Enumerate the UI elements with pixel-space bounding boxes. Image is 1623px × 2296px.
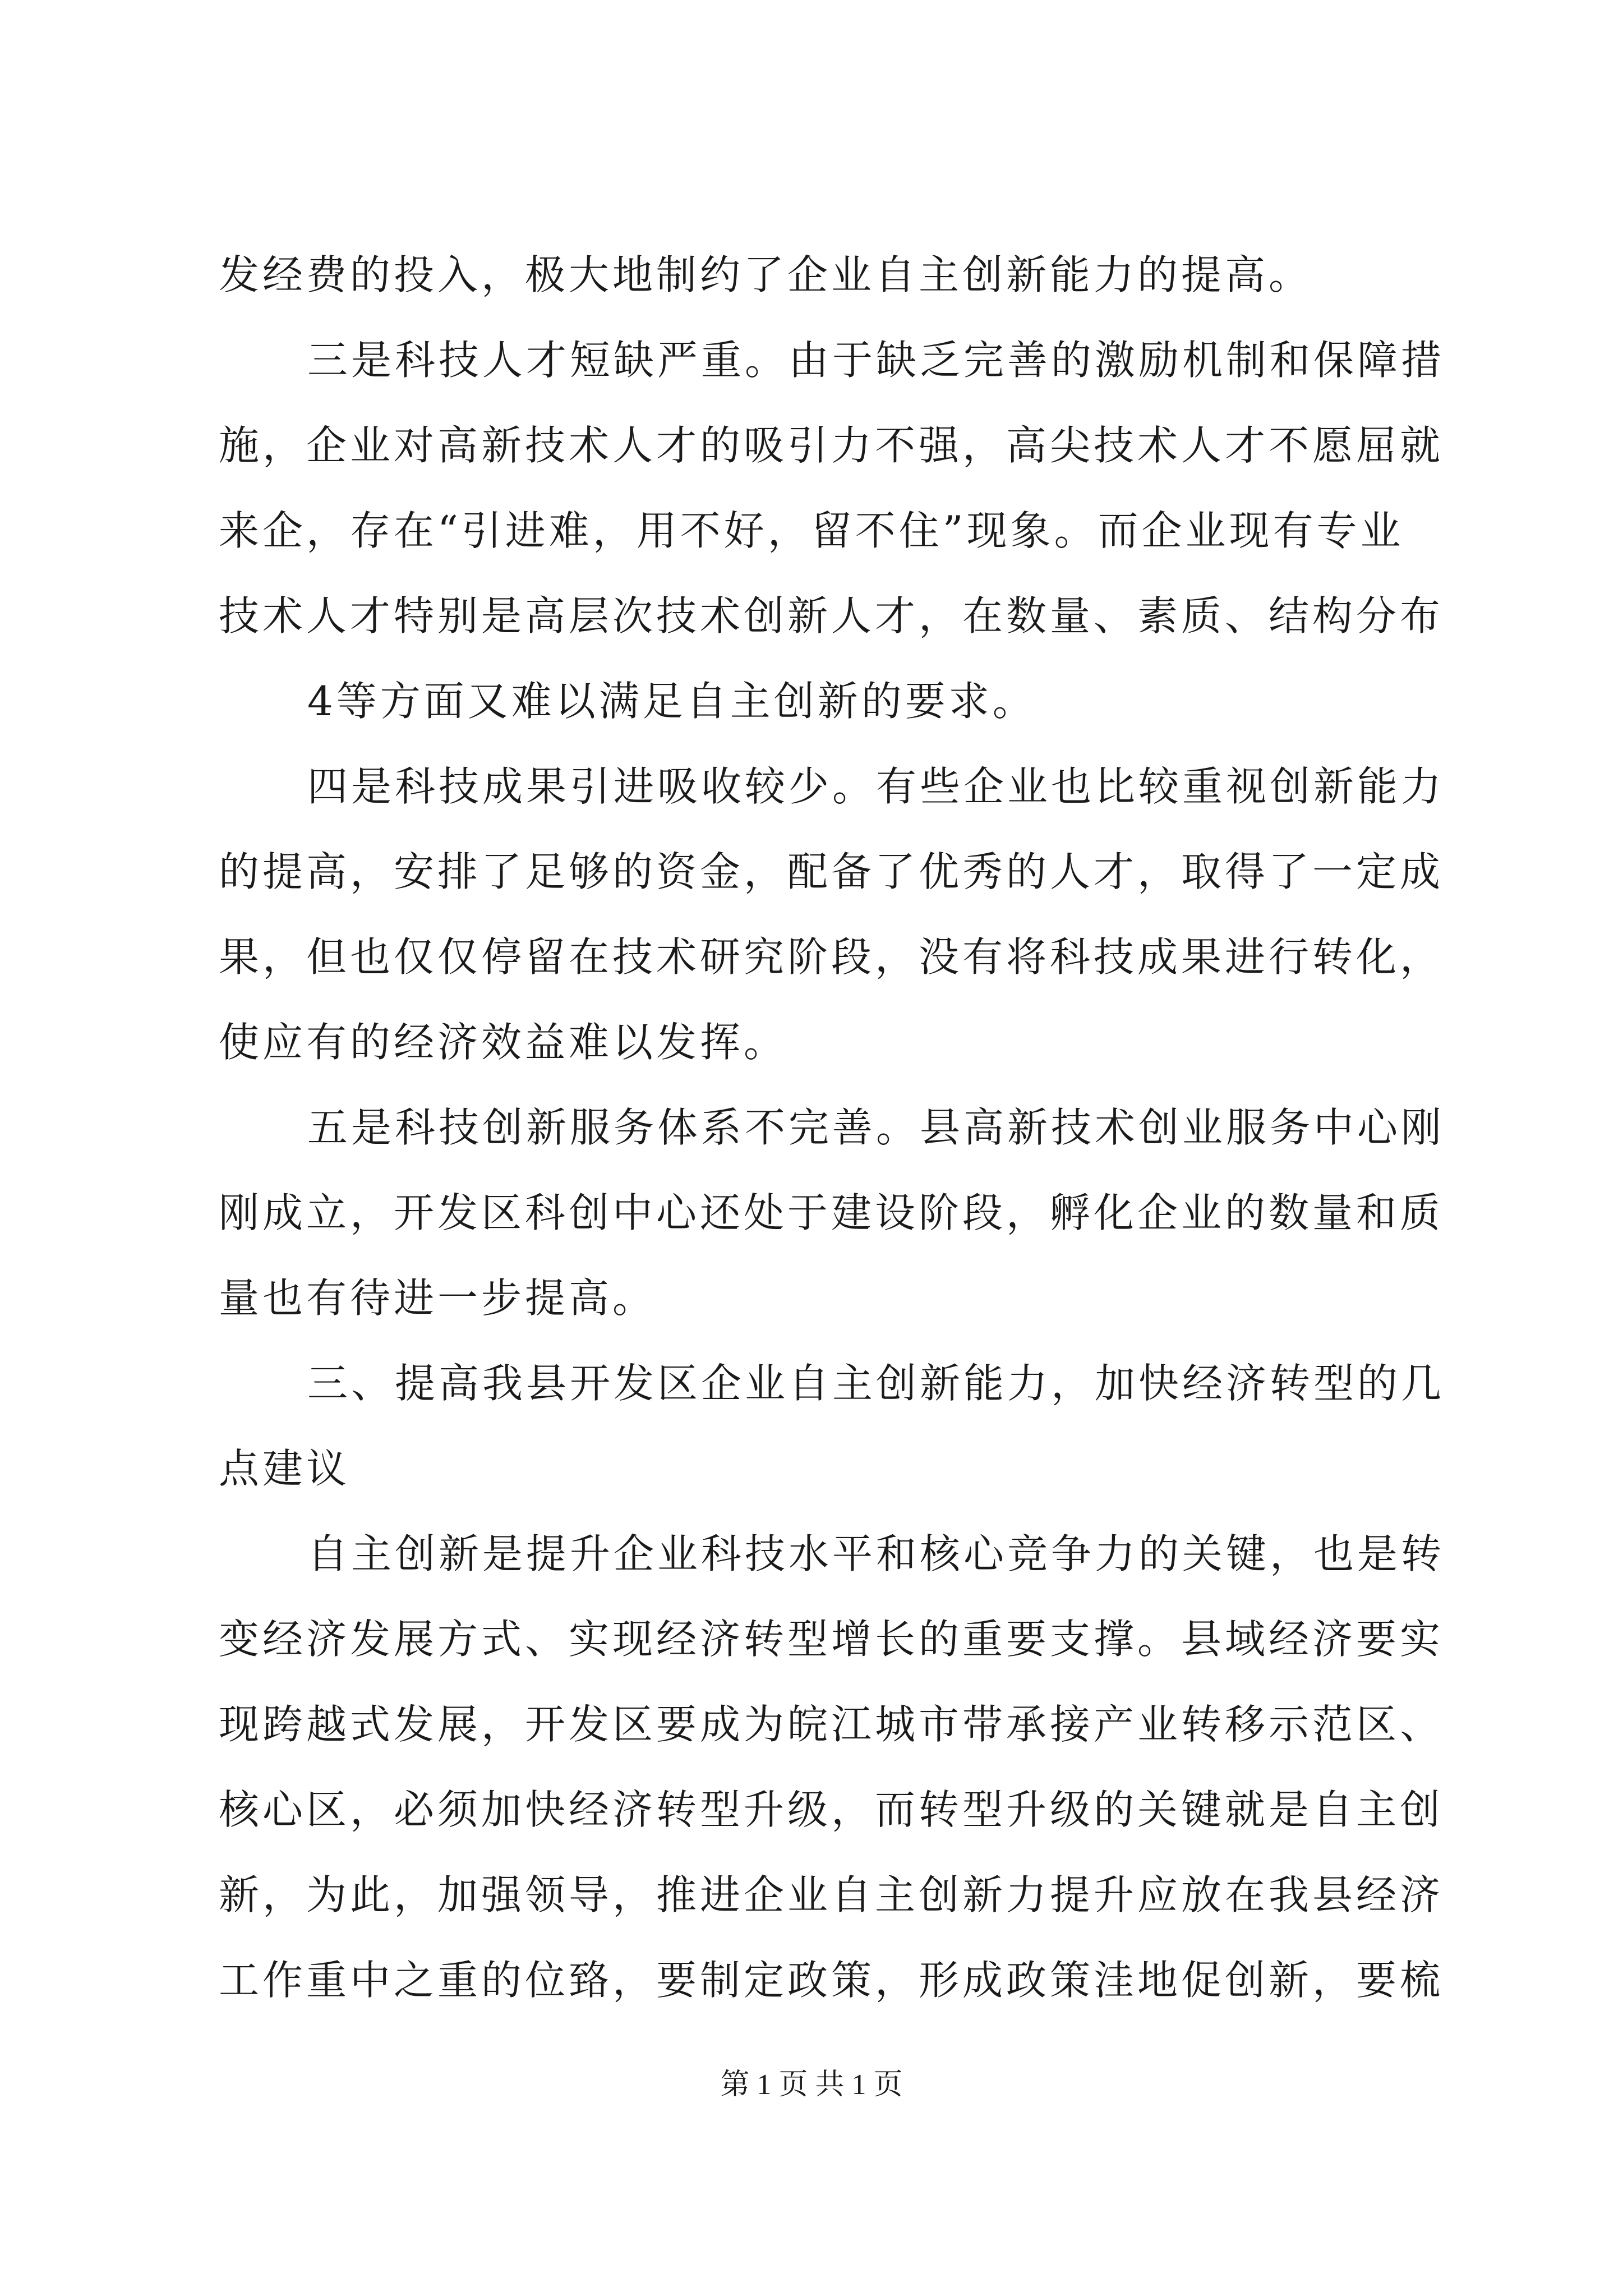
text-line: 工作重中之重的位臵，要制定政策，形成政策洼地促创新，要梳 [219, 1957, 1444, 2004]
text-line: 来企，存在“引进难，用不好，留不住”现象。而企业现有专业 [219, 507, 1404, 554]
text-line: 的提高，安排了足够的资金，配备了优秀的人才，取得了一定成 [219, 848, 1444, 895]
text-line: 现跨越式发展，开发区要成为皖江城市带承接产业转移示范区、 [219, 1701, 1444, 1748]
text-line: 量也有待进一步提高。 [219, 1274, 657, 1322]
section-heading: 点建议 [219, 1445, 351, 1492]
text-line: 使应有的经济效益难以发挥。 [219, 1019, 788, 1066]
text-line: 四是科技成果引进吸收较少。有些企业也比较重视创新能力 [307, 763, 1445, 810]
section-heading: 三、提高我县开发区企业自主创新能力，加快经济转型的几 [307, 1360, 1445, 1407]
text-line: 变经济发展方式、实现经济转型增长的重要支撑。县域经济要实 [219, 1616, 1444, 1663]
text-line: 新，为此，加强领导，推进企业自主创新力提升应放在我县经济 [219, 1871, 1444, 1918]
text-line: 五是科技创新服务体系不完善。县高新技术创业服务中心刚 [307, 1104, 1445, 1151]
text-line: 刚成立，开发区科创中心还处于建设阶段，孵化企业的数量和质 [219, 1189, 1444, 1236]
text-line: 施，企业对高新技术人才的吸引力不强，高尖技术人才不愿屈就 [219, 422, 1444, 469]
page-number-footer: 第 1 页 共 1 页 [720, 2069, 903, 2101]
text-line: 三是科技人才短缺严重。由于缺乏完善的激励机制和保障措 [307, 337, 1445, 384]
text-line: 自主创新是提升企业科技水平和核心竞争力的关键，也是转 [307, 1530, 1445, 1577]
text-line: 技术人才特别是高层次技术创新人才，在数量、素质、结构分布 [219, 592, 1444, 639]
text-line: 果，但也仅仅停留在技术研究阶段，没有将科技成果进行转化， [219, 933, 1444, 981]
text-line: 核心区，必须加快经济转型升级，而转型升级的关键就是自主创 [219, 1786, 1444, 1833]
text-line: 4等方面又难以满足自主创新的要求。 [307, 678, 1036, 725]
text-line: 发经费的投入，极大地制约了企业自主创新能力的提高。 [219, 251, 1313, 298]
